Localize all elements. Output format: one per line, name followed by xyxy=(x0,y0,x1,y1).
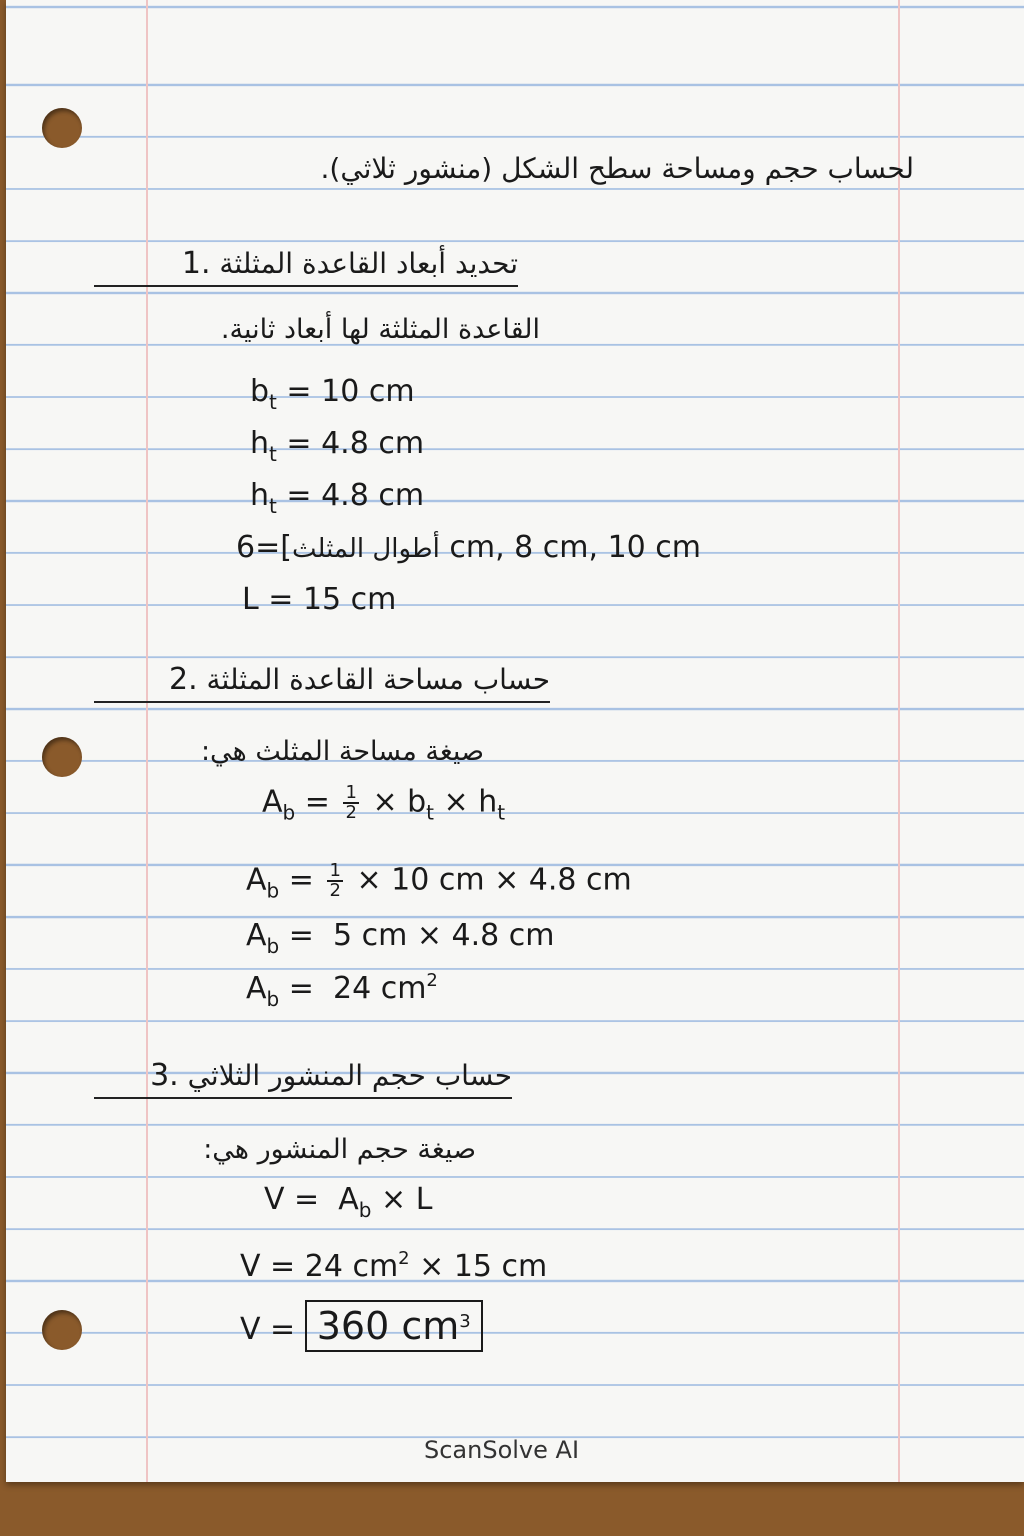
area-result: $A_b = 24$ $cm^2$ xyxy=(246,970,438,1011)
triangle-sides-value: 6 cm, 8 cm, 10 cm xyxy=(236,530,701,565)
area-formula: $A_b$ = $\frac{1}{2}$ × $b_t \times h_t$ xyxy=(262,782,506,825)
volume-answer-value: 360 cm xyxy=(316,1304,460,1348)
ht-line-2: $h_t = 4.8$ cm xyxy=(250,478,425,518)
triangle-sides-label: أطوال المثلث xyxy=(291,534,440,564)
section-3-number: 3. xyxy=(150,1058,179,1093)
section-2-number: 2. xyxy=(169,662,198,697)
volume-step-value: 24 cm xyxy=(304,1249,399,1284)
bt-value: 10 cm xyxy=(321,374,415,409)
fraction-half-2: $\frac{1}{2}$ xyxy=(329,860,341,901)
area-step-2: $A_b = 5$ cm × 4.8 cm xyxy=(246,918,555,958)
volume-formula: $V = A_b \times L$ xyxy=(264,1182,433,1222)
page-title: لحساب حجم ومساحة سطح الشكل (منشور ثلاثي). xyxy=(320,152,914,185)
area-step-1: $A_b$ = $\frac{1}{2}$ × 10 cm × 4.8 cm xyxy=(246,860,632,903)
length-line: L = 15 cm xyxy=(242,582,397,617)
section-2-intro: صيغة مساحة المثلث هي: xyxy=(200,736,484,767)
notebook-page xyxy=(6,0,1024,1482)
bt-line: $b_t = 10$ cm xyxy=(250,374,415,414)
triangle-sides-line: أطوال المثلث]=6 cm, 8 cm, 10 cm xyxy=(236,530,701,565)
section-2-heading xyxy=(94,662,550,703)
punch-hole-middle xyxy=(42,737,82,777)
section-1-note: القاعدة المثلثة لها أبعاد ثانية. xyxy=(220,314,540,345)
area-result-value: 24 cm xyxy=(332,971,427,1006)
volume-answer-line: V = 360 $cm^3$ xyxy=(240,1304,483,1348)
volume-answer-box: 360 $cm^3$ xyxy=(305,1300,483,1352)
section-2-heading-text: حساب مساحة القاعدة المثلثة xyxy=(206,663,550,696)
section-3-heading-text: حساب حجم المنشور الثلاثي xyxy=(187,1059,512,1092)
ht-value-1: 4.8 cm xyxy=(321,426,425,461)
punch-hole-top xyxy=(42,108,82,148)
section-1-heading-text: تحديد أبعاد القاعدة المثلثة xyxy=(219,247,518,280)
ht-value-2: 4.8 cm xyxy=(321,478,425,513)
scansolve-watermark: ScanSolve AI xyxy=(424,1436,580,1464)
fraction-half: $\frac{1}{2}$ xyxy=(345,782,357,823)
section-1-number: 1. xyxy=(181,246,211,281)
section-3-heading xyxy=(94,1058,512,1099)
section-3-intro: صيغة حجم المنشور هي: xyxy=(203,1134,476,1165)
punch-hole-bottom xyxy=(42,1310,82,1350)
volume-step-tail: × 15 cm xyxy=(419,1249,548,1284)
area-step-1-value: 10 cm × 4.8 cm xyxy=(391,862,632,898)
section-1-heading xyxy=(94,246,518,287)
area-step-2-value: 5 cm × 4.8 cm xyxy=(332,918,555,953)
left-margin-line xyxy=(146,0,148,1482)
length-value: 15 cm xyxy=(302,582,397,617)
ht-line-1: $h_t = 4.8$ cm xyxy=(250,426,425,466)
volume-step: V = 24 $cm^2 \times 15$ cm xyxy=(240,1248,548,1284)
right-margin-line xyxy=(898,0,900,1482)
